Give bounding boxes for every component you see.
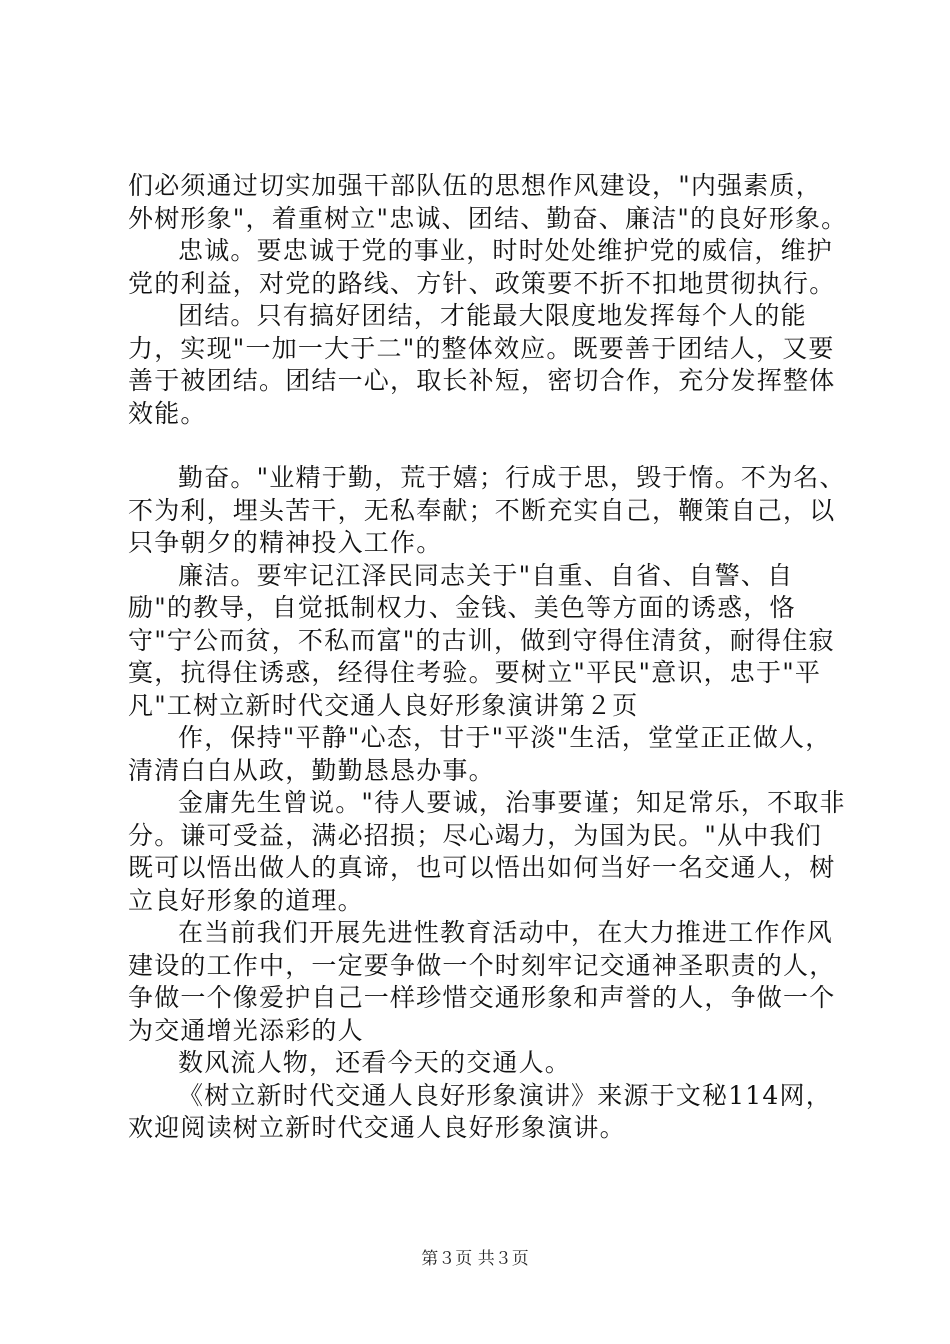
paragraph-quote: 金庸先生曾说。"待人要诚，治事要谨；知足常乐，不取非分。谦可受益，满必招损；尽心竭力，为国为民。"从中我们既可以悟出做人的真谛，也可以悟出如何当好一名交通人，树立良好形象的道理。 bbox=[128, 788, 846, 915]
paragraph-loyalty: 忠诚。要忠诚于党的事业，时时处处维护党的威信，维护党的利益，对党的路线、方针、政策要不折不扣地贯彻执行。 bbox=[128, 236, 836, 298]
document-body bbox=[128, 170, 848, 1145]
paragraph-intro: 们必须通过切实加强干部队伍的思想作风建设，"内强素质，外树形象"，着重树立"忠诚、团结、勤奋、廉洁"的良好形象。 bbox=[128, 171, 848, 233]
paragraph-education: 在当前我们开展先进性教育活动中，在大力推进工作作风建设的工作中，一定要争做一个时刻牢记交通神圣职责的人，争做一个像爱护自己一样珍惜交通形象和声誉的人，争做一个为交通增光添彩的人 bbox=[128, 918, 836, 1045]
paragraph-continuation: 作，保持"平静"心态，甘于"平淡"生活，堂堂正正做人，清清白白从政，勤勤恳恳办事。 bbox=[128, 723, 832, 785]
paragraph-source: 《树立新时代交通人良好形象演讲》来源于文秘114网，欢迎阅读树立新时代交通人良好形象演讲。 bbox=[128, 1080, 832, 1142]
paragraph-integrity: 廉洁。要牢记江泽民同志关于"自重、自省、自警、自励"的教导，自觉抵制权力、金钱、美色等方面的诱惑，恪守"宁公而贫，不私而富"的古训，做到守得住清贫，耐得住寂寞，抗得住诱惑，经得住考验。要树立"平民"意识，忠于"平凡"工树立新时代交通人良好形象演讲第２页 bbox=[128, 560, 835, 720]
paragraph-unity: 团结。只有搞好团结，才能最大限度地发挥每个人的能力，实现"一加一大于二"的整体效应。既要善于团结人，又要善于被团结。团结一心，取长补短，密切合作，充分发挥整体效能。 bbox=[128, 301, 836, 428]
paragraph-closing: 数风流人物，还看今天的交通人。 bbox=[178, 1048, 572, 1077]
page-number: 第３页 共３页 bbox=[421, 1249, 529, 1269]
paragraph-diligence: 勤奋。"业精于勤，荒于嬉；行成于思，毁于惰。不为名、不为利，埋头苦干，无私奉献；不断充实自己，鞭策自己，以只争朝夕的精神投入工作。 bbox=[128, 463, 846, 557]
